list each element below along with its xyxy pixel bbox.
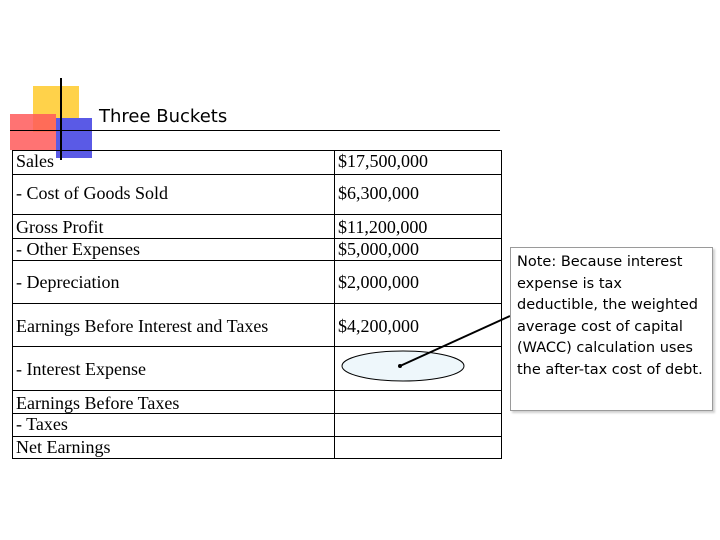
row-value: $17,500,000	[335, 151, 502, 175]
row-label: - Cost of Goods Sold	[13, 175, 335, 215]
callout-anchor-dot	[398, 364, 402, 368]
row-label: - Other Expenses	[13, 239, 335, 261]
row-label: Sales	[13, 151, 335, 175]
row-value: $11,200,000	[335, 215, 502, 239]
row-value: $5,000,000	[335, 239, 502, 261]
slide-title: Three Buckets	[99, 106, 228, 127]
row-label: Earnings Before Taxes	[13, 391, 335, 414]
row-value: $6,300,000	[335, 175, 502, 215]
row-label: - Interest Expense	[13, 347, 335, 391]
row-label: Earnings Before Interest and Taxes	[13, 304, 335, 347]
row-value: $2,000,000	[335, 261, 502, 304]
highlight-ellipse	[342, 351, 464, 381]
row-label: Net Earnings	[13, 437, 335, 459]
row-value: $4,200,000	[335, 304, 502, 347]
note-callout-box: Note: Because interest expense is tax deductible, the weighted average cost of capital (WACC) calculation uses the after-tax cost of debt.	[510, 247, 713, 411]
row-label: - Taxes	[13, 414, 335, 437]
row-label: Gross Profit	[13, 215, 335, 239]
row-label: - Depreciation	[13, 261, 335, 304]
